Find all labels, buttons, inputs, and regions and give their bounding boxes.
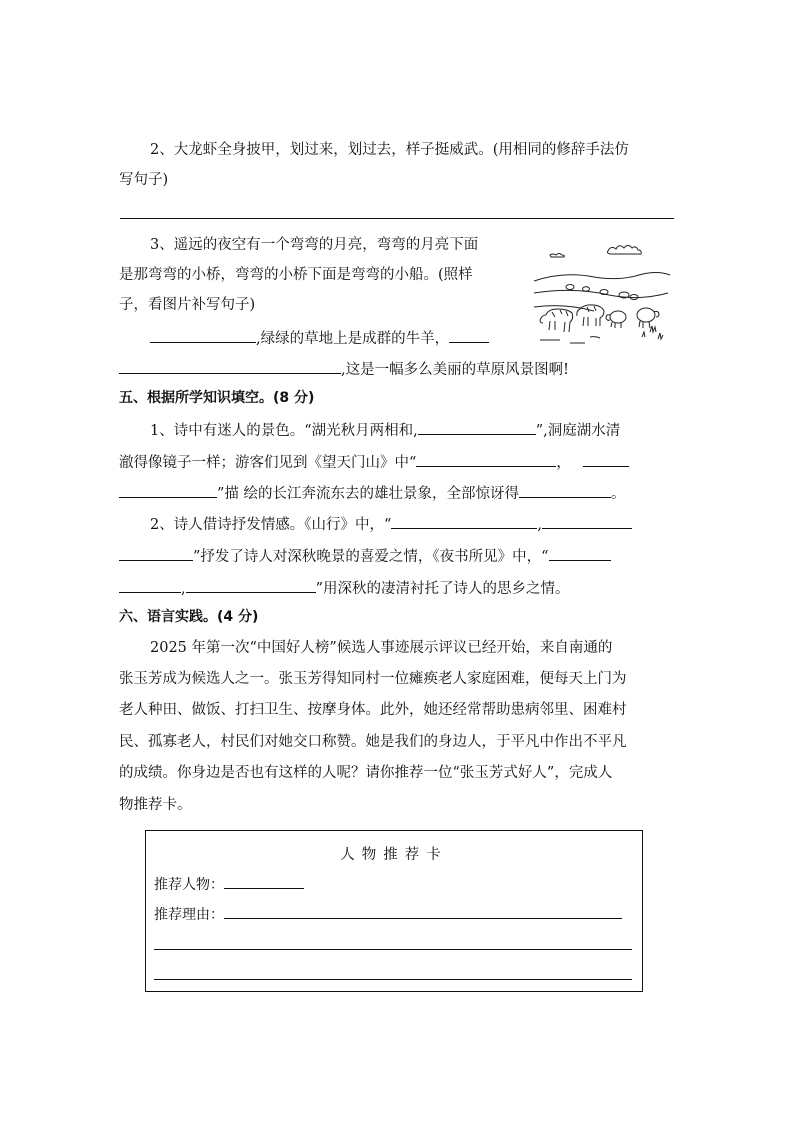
s5-q2-line-2 xyxy=(119,545,611,567)
s5-q1-text-b: ”,洞庭湖水清 xyxy=(535,423,621,439)
s5-q1-text-a: 1、诗中有迷人的景色。“湖光秋月两相和, xyxy=(150,423,418,439)
s5-q2-blank-4[interactable] xyxy=(549,545,611,561)
section5-heading: 五、根据所学知识填空。(8 分) xyxy=(119,390,315,406)
s5-q2-text-d: , xyxy=(181,581,186,597)
card-person-blank[interactable] xyxy=(224,873,304,889)
s5-q1-text-d: ， xyxy=(556,455,571,471)
s5-q2-blank-3[interactable] xyxy=(119,545,193,561)
s6-para-line-6: 物推荐卡。 xyxy=(119,797,192,813)
s5-q1-blank-1[interactable] xyxy=(418,419,536,435)
s5-q1-line-1 xyxy=(150,419,620,441)
q3-blank-3[interactable] xyxy=(119,358,341,374)
recommendation-card xyxy=(145,830,643,992)
s6-para-line-3: 老人种田、做饭、打扫卫生、按摩身体。此外，她还经常帮助患病邻里、困难村 xyxy=(119,702,627,718)
s5-q1-blank-3[interactable] xyxy=(583,451,629,467)
s5-q2-blank-5[interactable] xyxy=(119,577,181,593)
q3-line-4-text: ,绿绿的草地上是成群的牛羊， xyxy=(256,331,450,347)
card-reason-row xyxy=(154,903,622,924)
s5-q1-blank-2[interactable] xyxy=(416,451,556,467)
q3-line-5 xyxy=(119,358,569,380)
s5-q1-line-3 xyxy=(119,482,626,504)
q2-line-1: 2、大龙虾全身披甲，划过来，划过去，样子挺威武。(用相同的修辞手法仿 xyxy=(150,142,629,158)
s6-para-line-2: 张玉芳成为候选人之一。张玉芳得知同村一位瘫痪老人家庭困难，便每天上门为 xyxy=(119,671,627,687)
s5-q1-blank-5[interactable] xyxy=(519,482,611,498)
s6-para-line-1: 2025 年第一次“中国好人榜”候选人事迹展示评议已经开始，来自南通的 xyxy=(150,640,613,656)
s5-q1-text-e: ”描 绘的长江奔流东去的雄壮景象，全部惊讶得 xyxy=(217,486,520,502)
card-person-label: 推荐人物： xyxy=(154,877,224,893)
q3-line-5-text: ,这是一幅多么美丽的草原风景图啊! xyxy=(341,362,569,378)
s5-q2-line-1 xyxy=(150,513,632,535)
s5-q2-line-3 xyxy=(119,577,570,599)
q3-line-1: 3、遥远的夜空有一个弯弯的月亮，弯弯的月亮下面 xyxy=(150,237,479,253)
card-title: 人物推荐卡 xyxy=(340,847,448,863)
section6-heading: 六、语言实践。(4 分) xyxy=(119,609,259,625)
q3-blank-2[interactable] xyxy=(449,327,489,343)
q3-line-4 xyxy=(150,327,489,349)
s6-para-line-5: 的成绩。你身边是否也有这样的人呢？请你推荐一位“张玉芳式好人”，完成人 xyxy=(119,765,613,781)
q3-blank-1[interactable] xyxy=(150,327,256,343)
s5-q1-blank-4[interactable] xyxy=(119,482,217,498)
card-person-row xyxy=(154,873,304,894)
q2-answer-line[interactable] xyxy=(120,218,674,219)
card-reason-blank[interactable] xyxy=(224,903,622,919)
s5-q2-blank-2[interactable] xyxy=(542,513,632,529)
s5-q2-text-c: ”抒发了诗人对深秋晚景的喜爱之情，《夜书所见》中，“ xyxy=(193,549,549,565)
card-reason-line-3[interactable] xyxy=(154,979,632,980)
s6-para-line-4: 民、孤寡老人，村民们对她交口称赞。她是我们的身边人，于平凡中作出不平凡 xyxy=(119,734,627,750)
q3-line-3: 子，看图片补写句子) xyxy=(119,297,256,313)
grassland-cattle-sheep-illustration-icon xyxy=(530,237,672,349)
s5-q2-blank-1[interactable] xyxy=(391,513,537,529)
q3-line-2: 是那弯弯的小桥，弯弯的小桥下面是弯弯的小船。(照样 xyxy=(119,267,473,283)
s5-q2-text-a: 2、诗人借诗抒发情感。《山行》中，“ xyxy=(150,517,392,533)
s5-q2-blank-6[interactable] xyxy=(186,577,316,593)
q2-line-2: 写句子) xyxy=(119,172,169,188)
s5-q1-line-2 xyxy=(119,451,629,473)
s5-q2-text-b: , xyxy=(537,517,542,533)
card-reason-line-2[interactable] xyxy=(154,949,632,950)
card-reason-label: 推荐理由： xyxy=(154,907,224,923)
s5-q1-text-f: 。 xyxy=(611,486,626,502)
s5-q2-text-e: ”用深秋的凄清衬托了诗人的思乡之情。 xyxy=(315,581,570,597)
s5-q1-text-c: 澈得像镜子一样；游客们见到《望天门山》中“ xyxy=(119,455,417,471)
